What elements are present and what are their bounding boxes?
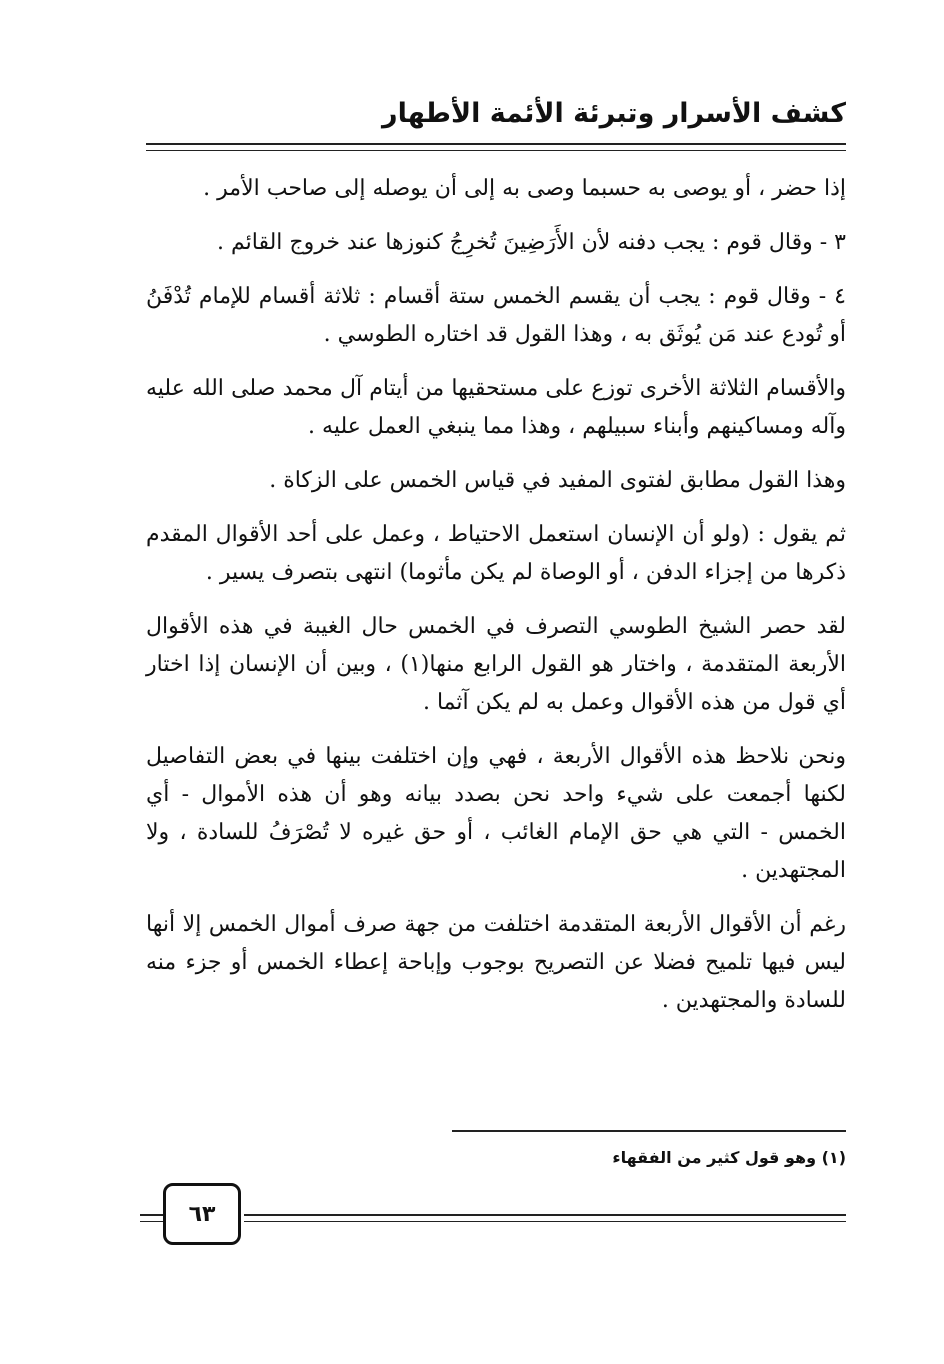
- paragraph: ٤ - وقال قوم : يجب أن يقسم الخمس ستة أقسام : ثلاثة أقسام للإمام تُدْفَنُ أو تُودع عند مَن يُوثَق به ، وهذا القول قد اختاره الطوسي .: [146, 284, 846, 347]
- footer-rule-thick: [244, 1214, 846, 1216]
- paragraph: وهذا القول مطابق لفتوى المفيد في قياس الخمس على الزكاة .: [269, 468, 846, 493]
- paragraph: ثم يقول : (ولو أن الإنسان استعمل الاحتياط ، وعمل على أحد الأقوال المقدم ذكرها من إجزاء الدفن ، أو الوصاة لم يكن مأثوما) انتهى بتصرف يسير .: [146, 522, 846, 585]
- running-header-title: كشف الأسرار وتبرئة الأئمة الأطهار: [382, 98, 846, 129]
- paragraph: ونحن نلاحظ هذه الأقوال الأربعة ، فهي وإن اختلفت بينها في بعض التفاصيل لكنها أجمعت على شيء واحد نحن بصدد بيانه وهو أن هذه الأموال - أي الخمس - التي هي حق الإمام الغائب ، أو حق غيره لا تُصْرَفُ للسادة ، ولا المجتهدين .: [146, 744, 846, 883]
- footer-rule-left-thin: [140, 1221, 164, 1222]
- header-rule-thin: [146, 150, 846, 151]
- paragraph: والأقسام الثلاثة الأخرى توزع على مستحقيها من أيتام آل محمد صلى الله عليه وآله ومساكينهم وأبناء سبيلهم ، وهذا مما ينبغي العمل عليه .: [146, 376, 846, 439]
- body-text: [146, 170, 846, 1036]
- paragraph: رغم أن الأقوال الأربعة المتقدمة اختلفت من جهة صرف أموال الخمس إلا أنها ليس فيها تلميح فضلا عن التصريح بوجوب وإباحة إعطاء الخمس أو جزء منه للسادة والمجتهدين .: [146, 912, 846, 1013]
- footnote-rule: [452, 1130, 846, 1132]
- footer-rule-thin: [244, 1221, 846, 1222]
- paragraph: إذا حضر ، أو يوصى به حسبما وصى به إلى أن يوصله إلى صاحب الأمر .: [203, 176, 846, 201]
- paragraph: لقد حصر الشيخ الطوسي التصرف في الخمس حال الغيبة في هذه الأقوال الأربعة المتقدمة ، واختار هو القول الرابع منها(١) ، وبين أن الإنسان إذا اختار أي قول من هذه الأقوال وعمل به لم يكن آثما .: [146, 614, 847, 715]
- footer-rule-left-thick: [140, 1214, 164, 1216]
- header-rule-thick: [146, 143, 846, 145]
- paragraph: ٣ - وقال قوم : يجب دفنه لأن الأَرَضِينَ تُخرِجُ كنوزها عند خروج القائم .: [217, 230, 846, 255]
- page-number: ٦٣: [163, 1183, 241, 1245]
- footnote: (١) وهو قول كثير من الفقهاء: [612, 1148, 846, 1167]
